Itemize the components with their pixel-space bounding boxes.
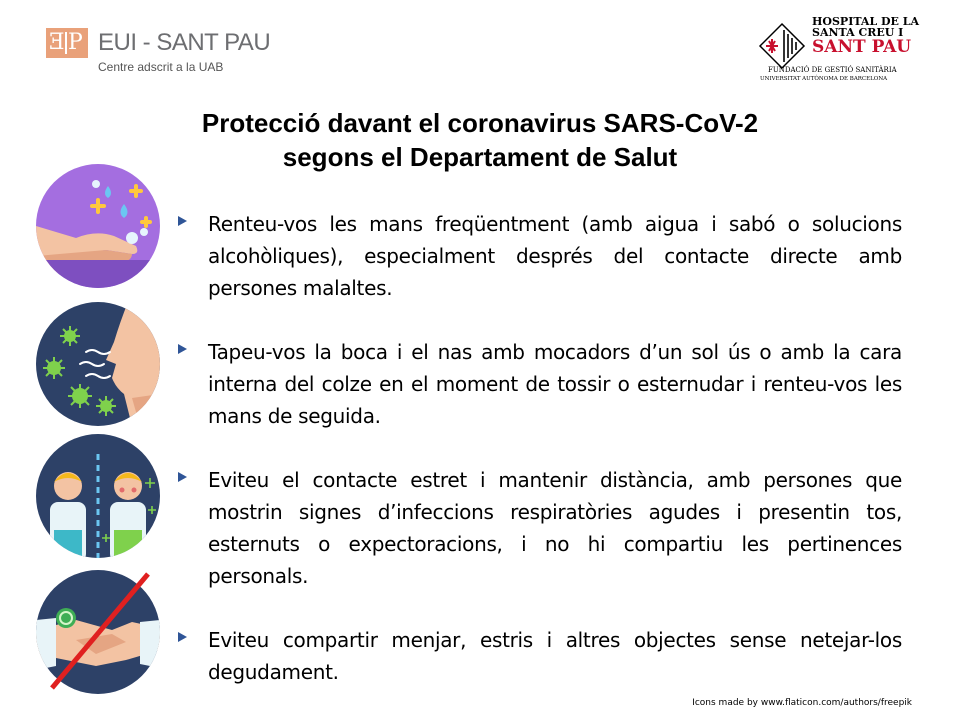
list-item-text: Renteu-vos les mans freqüentment (amb aigua i sabó o solucions alcohòliques), especialment després del contacte directe amb persones malaltes. [208, 212, 902, 300]
eui-logo-subtitle: Centre adscrit a la UAB [98, 60, 224, 74]
page-title [120, 106, 840, 174]
list-item-text: Tapeu-vos la boca i el nas amb mocadors d’un sol ús o amb la cara interna del colze en el moment de tossir o esternudar i renteu-vos les mans de seguida. [208, 340, 902, 428]
list-item [178, 336, 902, 432]
hospital-foundation: FUNDACIÓ DE GESTIÓ SANITÀRIA [768, 66, 897, 74]
bullet-arrow-icon [178, 216, 187, 226]
hospital-sant-pau-logo [758, 16, 928, 86]
no-handshake-icon [36, 570, 160, 694]
list-item-text: Eviteu compartir menjar, estris i altres objectes sense netejar-los degudament. [208, 628, 902, 684]
list-item [178, 464, 902, 592]
title-line-2: segons el Departament de Salut [282, 142, 678, 172]
bullet-arrow-icon [178, 344, 187, 354]
hospital-crest-icon [758, 22, 806, 70]
list-item [178, 208, 902, 304]
eui-logo-mark: Ǝ P [46, 28, 88, 58]
hospital-name-line3: SANT PAU [812, 37, 912, 57]
bullet-arrow-icon [178, 472, 187, 482]
icon-credit: Icons made by www.flaticon.com/authors/freepik [692, 698, 912, 708]
bullet-arrow-icon [178, 632, 187, 642]
handwashing-icon [36, 164, 160, 288]
sneeze-icon [36, 302, 160, 426]
eui-logo-name: EUI - SANT PAU [98, 29, 271, 56]
hospital-name-line2: SANTA CREU I [812, 26, 904, 39]
list-item [178, 624, 902, 688]
social-distance-icon [36, 434, 160, 558]
hospital-name-line1: HOSPITAL DE LA [812, 15, 920, 28]
hospital-university: UNIVERSITAT AUTÒNOMA DE BARCELONA [760, 76, 888, 82]
list-item-text: Eviteu el contacte estret i mantenir distància, amb persones que mostrin signes d’infeccions respiratòries agudes i presentin tos, esternuts o expectoracions, i no hi compartiu les pertinences personals. [208, 468, 902, 588]
title-line-1: Protecció davant el coronavirus SARS-CoV-2 [201, 108, 759, 138]
eui-sant-pau-logo [46, 28, 276, 78]
